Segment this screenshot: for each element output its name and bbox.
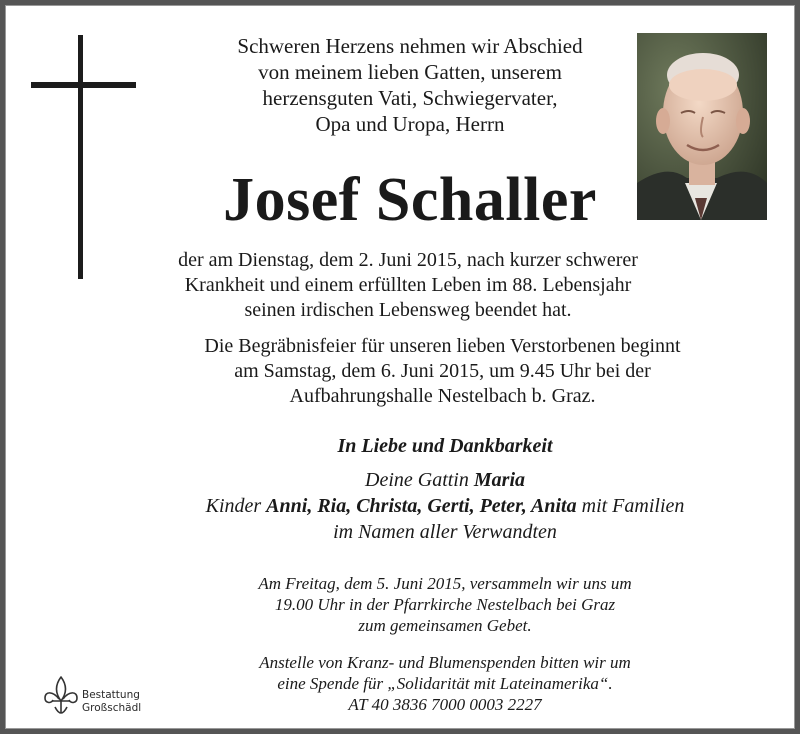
funeral-line: am Samstag, dem 6. Juni 2015, um 9.45 Uhr bei der (234, 360, 651, 382)
intro-text (195, 33, 625, 137)
funeral-home-logo (41, 673, 151, 719)
children-line (125, 493, 765, 519)
donation-line: Anstelle von Kranz- und Blumenspenden bitten wir um (259, 653, 631, 672)
intro-line: Schweren Herzens nehmen wir Abschied (237, 34, 583, 58)
prayer-line: zum gemeinsamen Gebet. (358, 616, 532, 635)
funeral-line: Die Begräbnisfeier für unseren lieben Verstorbenen beginnt (204, 335, 681, 357)
children-prefix: Kinder (205, 495, 267, 517)
donation-notice (195, 652, 695, 715)
wife-name: Maria (473, 469, 525, 491)
wife-prefix: Deine Gattin (365, 469, 474, 491)
children-names: Anni, Ria, Christa, Gerti, Peter, Anita (266, 495, 577, 517)
prayer-notice (195, 573, 695, 636)
portrait-photo (637, 33, 767, 220)
prayer-line: 19.00 Uhr in der Pfarrkirche Nestelbach bei Graz (274, 595, 616, 614)
intro-line: herzensguten Vati, Schwiegervater, (262, 86, 558, 110)
logo-text (82, 689, 141, 715)
family-block (125, 467, 765, 545)
intro-line: Opa und Uropa, Herrn (315, 112, 505, 136)
death-line: seinen irdischen Lebensweg beendet hat. (244, 299, 572, 321)
intro-line: von meinem lieben Gatten, unserem (258, 60, 562, 84)
donation-line: eine Spende für „Solidarität mit Lateinamerika“. (277, 674, 613, 693)
death-line: der am Dienstag, dem 2. Juni 2015, nach kurzer schwerer (178, 249, 638, 271)
cross-icon (78, 35, 83, 279)
relatives-line: im Namen aller Verwandten (333, 521, 557, 543)
wife-line (125, 467, 765, 493)
gratitude-heading: In Liebe und Dankbarkeit (337, 435, 553, 457)
donation-line: AT 40 3836 7000 0003 2227 (348, 695, 542, 714)
prayer-line: Am Freitag, dem 5. Juni 2015, versammeln wir uns um (258, 574, 632, 593)
death-notice (173, 248, 643, 323)
deceased-name: Josef Schaller (223, 166, 597, 234)
children-suffix: mit Familien (576, 495, 685, 517)
logo-line2: Großschädl (82, 702, 142, 714)
funeral-notice (165, 334, 720, 409)
cross-bar (31, 82, 136, 88)
fleur-de-lis-icon (41, 673, 81, 717)
death-line: Krankheit und einem erfüllten Leben im 88. Lebensjahr (184, 274, 632, 296)
funeral-line: Aufbahrungshalle Nestelbach b. Graz. (289, 385, 596, 407)
logo-line1: Bestattung (82, 689, 140, 701)
